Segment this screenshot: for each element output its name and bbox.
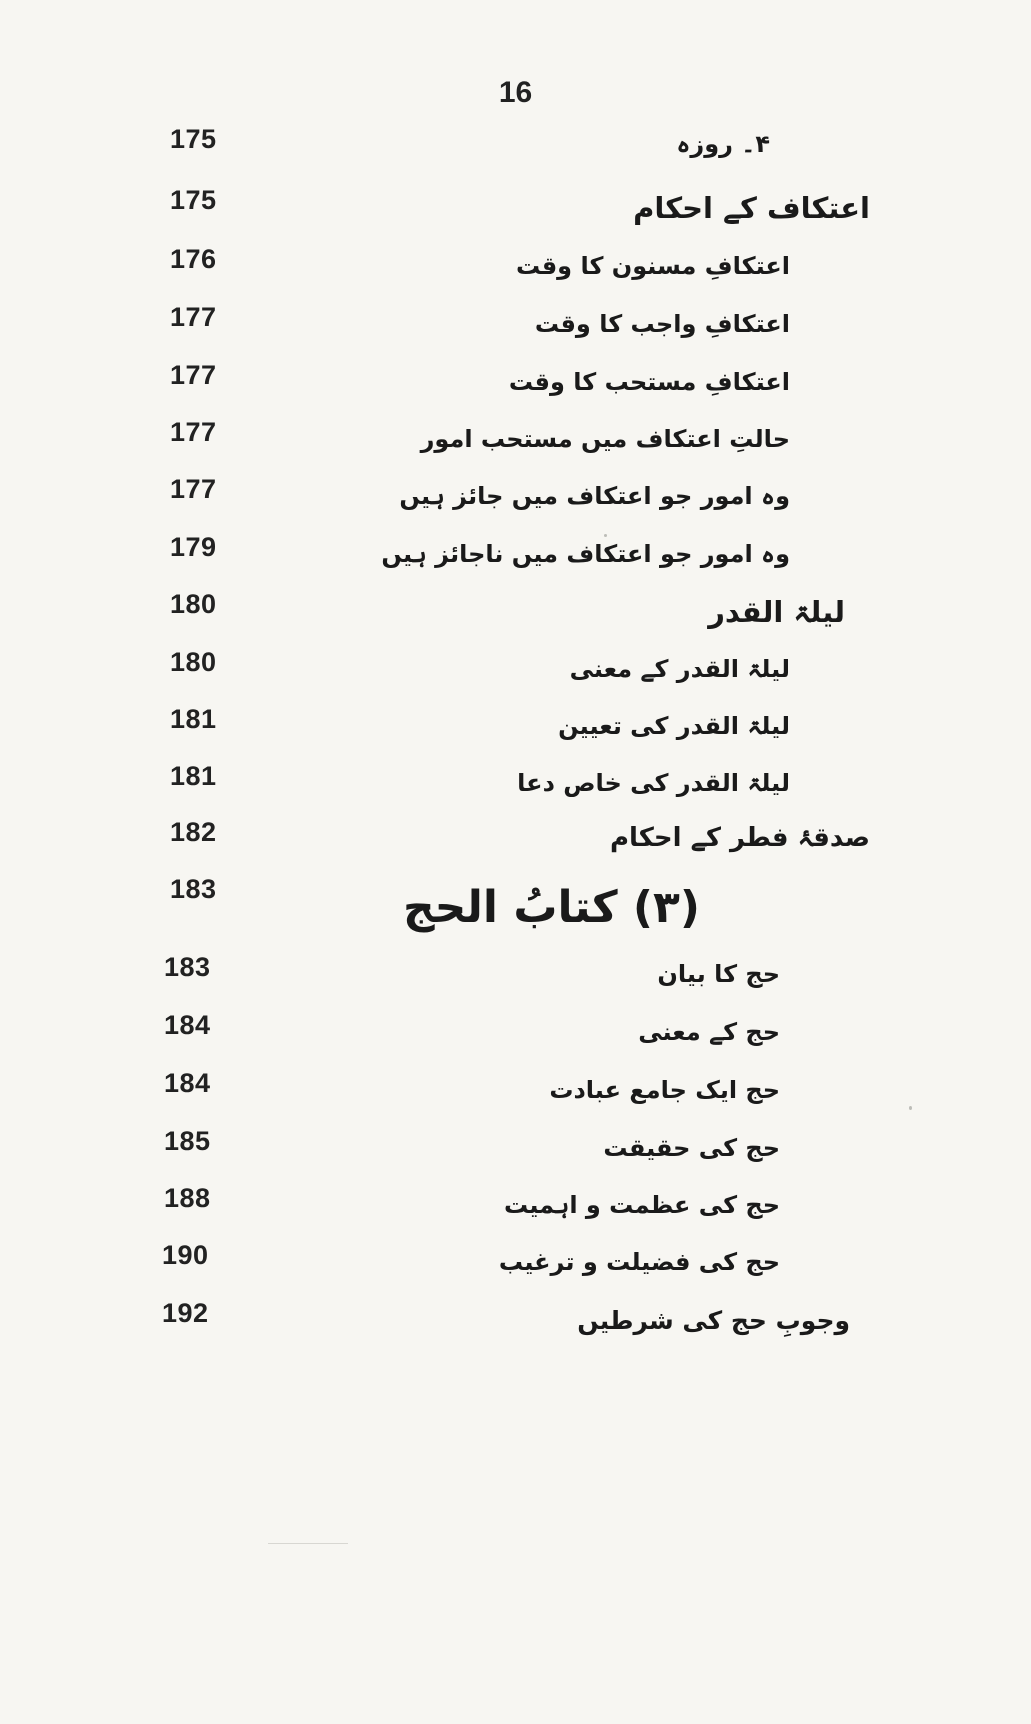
toc-title: حج کی فضیلت و ترغیب (498, 1248, 780, 1276)
scan-speck (909, 1106, 912, 1110)
toc-entry (150, 1183, 870, 1229)
toc-page-number: 176 (170, 244, 217, 274)
toc-entry (150, 1298, 870, 1344)
toc-page-number: 184 (164, 1068, 211, 1098)
toc-page-number: 177 (170, 474, 217, 504)
toc-entry (150, 1240, 870, 1286)
chapter-heading (150, 874, 870, 944)
toc-page-number: 188 (164, 1183, 211, 1213)
toc-page-number: 183 (164, 952, 211, 982)
toc-page-number: 175 (170, 124, 217, 154)
toc-entry (150, 1010, 870, 1056)
toc-page-number: 177 (170, 302, 217, 332)
toc-page-number: 180 (170, 589, 217, 619)
toc-title: حج کا بیان (657, 960, 780, 988)
toc-entry (150, 761, 870, 807)
toc-entry (150, 589, 870, 635)
toc-page-number: 183 (170, 874, 217, 904)
toc-page-number: 182 (170, 817, 217, 847)
toc-entry (150, 474, 870, 520)
toc-page-number: 192 (162, 1298, 209, 1328)
scan-speck (604, 534, 607, 537)
toc-entry (150, 1068, 870, 1114)
toc-page-number: 175 (170, 185, 217, 215)
page-number: 16 (498, 76, 533, 109)
toc-title: لیلۃ القدر (708, 595, 845, 629)
toc-title: حج کی حقیقت (603, 1134, 780, 1162)
toc-title: وہ امور جو اعتکاف میں جائز ہیں (399, 482, 790, 510)
toc-page-number: 179 (170, 532, 217, 562)
toc-title: صدقۂ فطر کے احکام (609, 823, 870, 853)
toc-page-number: 185 (164, 1126, 211, 1156)
chapter-title: (۳) کتابُ الحج (402, 882, 700, 933)
toc-entry (150, 124, 870, 170)
toc-title: حالتِ اعتکاف میں مستحب امور (420, 425, 790, 453)
toc-page-number: 181 (170, 761, 217, 791)
toc-entry (150, 1126, 870, 1172)
toc-title: لیلۃ القدر کے معنی (569, 655, 790, 683)
toc-title: اعتکافِ واجب کا وقت (534, 310, 790, 338)
toc-entry (150, 952, 870, 998)
toc-title: اعتکاف کے احکام (633, 191, 870, 225)
toc-title: لیلۃ القدر کی تعیین (558, 712, 790, 740)
toc-page-number: 181 (170, 704, 217, 734)
toc-title: وہ امور جو اعتکاف میں ناجائز ہیں (381, 540, 790, 568)
toc-title: حج کی عظمت و اہمیت (503, 1191, 780, 1219)
toc-title: وجوبِ حج کی شرطیں (577, 1306, 850, 1335)
toc-entry (150, 532, 870, 578)
toc-page-number: 190 (162, 1240, 209, 1270)
toc-page-number: 177 (170, 360, 217, 390)
toc-entry (150, 244, 870, 290)
toc-page-number: 180 (170, 647, 217, 677)
toc-entry (150, 302, 870, 348)
toc-title: اعتکافِ مسنون کا وقت (516, 252, 790, 280)
toc-entry (150, 360, 870, 406)
toc-title: لیلۃ القدر کی خاص دعا (517, 769, 790, 797)
toc-entry (150, 817, 870, 863)
toc-entry (150, 647, 870, 693)
toc-title: حج کے معنی (638, 1018, 780, 1046)
toc-title: اعتکافِ مستحب کا وقت (508, 368, 790, 396)
toc-entry (150, 417, 870, 463)
toc-page-number: 184 (164, 1010, 211, 1040)
toc-page-number: 177 (170, 417, 217, 447)
toc-title: حج ایک جامع عبادت (549, 1076, 780, 1104)
scan-speck (268, 1543, 348, 1544)
toc-entry (150, 185, 870, 231)
toc-entry (150, 704, 870, 750)
toc-title: ۴۔ روزہ (676, 130, 770, 158)
